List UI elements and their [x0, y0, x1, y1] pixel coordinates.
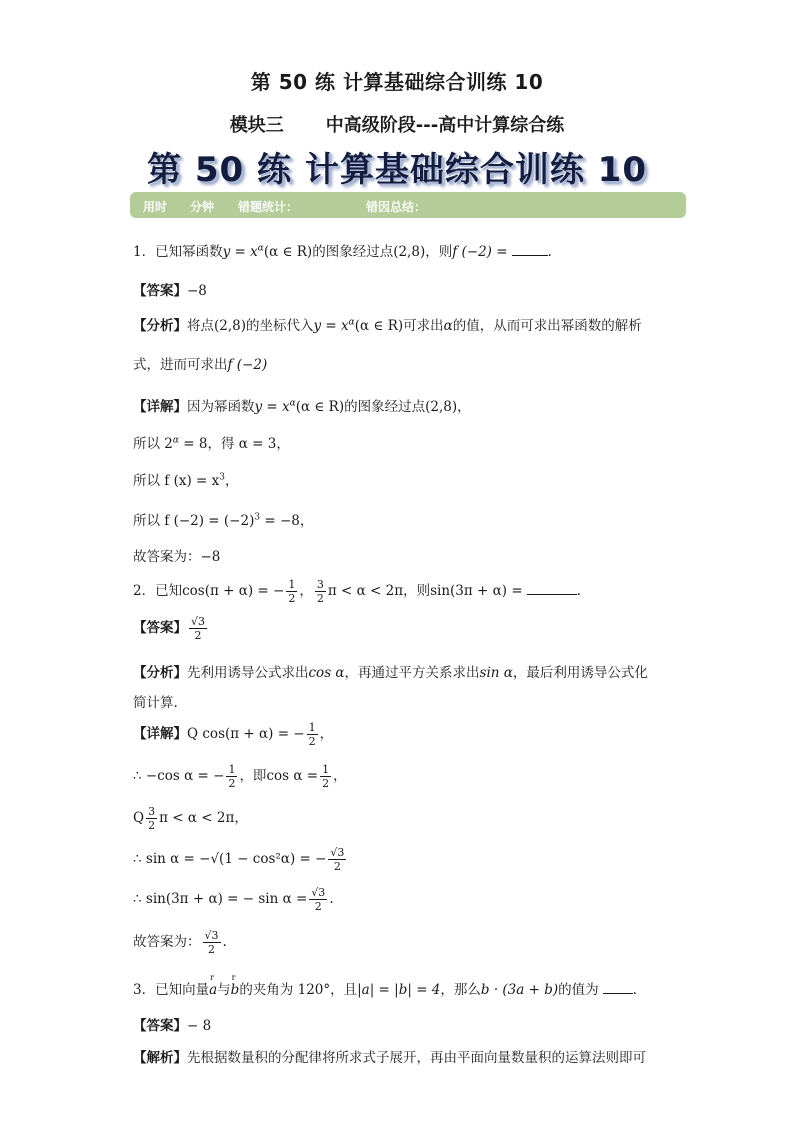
answer-blank [527, 582, 577, 595]
q1-conclusion: 故答案为：−8 [133, 549, 221, 565]
q1-stem: 1．已知幂函数$y = x^\alpha(\alpha$ ∈ R)的图象经过点(2,8)，则f (−2) = . [133, 243, 552, 260]
page-title-banner: 第 50 练 计算基础综合训练 10 [147, 150, 647, 190]
minutes-label: 分钟 [190, 200, 215, 214]
q2-analysis-line2: 简计算. [133, 695, 178, 711]
q2-detail: 【详解】Q cos(π + α) = − $\frac{1}{2}$ ， [133, 721, 334, 748]
module-subtitle [0, 111, 794, 137]
q1-step1: 所以 $2^\alpha = 8$，得 α = 3， [133, 435, 290, 452]
q1-step2: 所以 f $(x) = x^3$， [133, 472, 239, 489]
q1-answer: 【答案】−8 [133, 283, 207, 299]
q2-stem: 2．已知cos(π + α) = − $\frac{1}{2}$ ， $\frac{3}{2}$ π < α < 2π，则sin(3π + α) = . [133, 578, 581, 605]
q3-stem: 3．已知向量r a与r b的夹角为 120°，且|a| = |b| = 4，那么b · (3a + b)的值为 . [133, 978, 637, 998]
q2-detail-step5: ∴ sin(3π + α) = − sin α = $\frac{√3}{2}$ . [133, 886, 334, 913]
q1-detail: 【详解】因为幂函数$y = x^\alpha(\alpha$ ∈ R)的图象经过点(2,8)， [133, 398, 471, 415]
info-bar [130, 192, 686, 218]
q1-analysis: 【分析】将点(2,8)的坐标代入$y = x^\alpha(\alpha$ ∈ R)可求出α的值，从而可求出幂函数的解析 [133, 317, 642, 334]
time-label: 用时 [143, 200, 168, 214]
answer-blank [512, 243, 548, 256]
wrong-reason-label: 错因总结： [366, 200, 427, 214]
q1-step3: 所以 f $(-2) = (-2)^3 = -8$， [133, 512, 314, 529]
page-title-small: 第 50 练 计算基础综合训练 10 [250, 70, 544, 94]
q2-analysis: 【分析】先利用诱导公式求出cos α，再通过平方关系求出sin α，最后利用诱导公式化 [133, 665, 648, 681]
q3-answer: 【答案】− 8 [133, 1018, 212, 1034]
q2-detail-step4: ∴ sin α = −√(1 − cos²α) = − $\frac{√3}{2}$ [133, 846, 345, 873]
module-name: 模块三 [229, 115, 284, 136]
q2-detail-step3: Q $\frac{3}{2}$ π < α < 2π， [133, 805, 248, 832]
answer-blank [603, 981, 633, 994]
q2-answer: 【答案】 $\frac{√3}{2}$ [133, 615, 206, 642]
q3-analysis: 【解析】先根据数量积的分配律将所求式子展开，再由平面向量数量积的运算法则即可 [133, 1050, 646, 1066]
q2-conclusion: 故答案为： $\frac{√3}{2}$ . [133, 929, 227, 956]
wrong-count-label: 错题统计： [238, 200, 299, 214]
stage-name: 中高级阶段---高中计算综合练 [325, 115, 565, 136]
q2-detail-step2: ∴ −cos α = − $\frac{1}{2}$ ，即cos α = $\frac{1}{2}$ ， [133, 763, 347, 790]
q1-analysis-line2: 式，进而可求出f (−2) [133, 357, 268, 373]
